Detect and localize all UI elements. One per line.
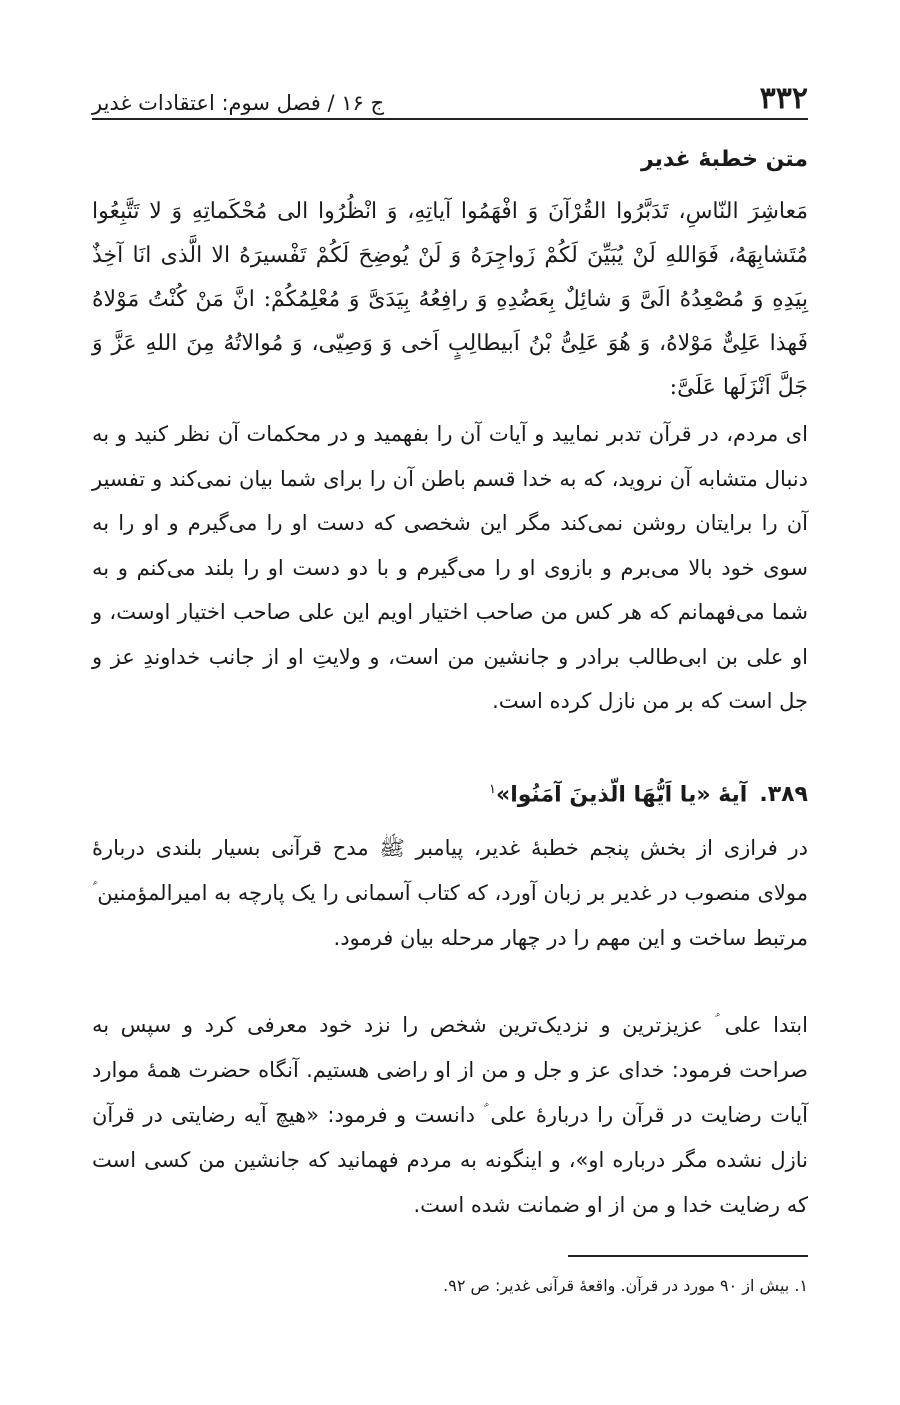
footnote: ۱. بیش از ۹۰ مورد در قرآن. واقعهٔ قرآنی غدیر: ص ۹۲. <box>443 1276 808 1295</box>
verse-title: آیهٔ «یا اَیُّهَا الّذینَ آمَنُوا» <box>495 782 748 808</box>
page-number: ۳۳۲ <box>759 81 808 116</box>
persian-translation-paragraph: ای مردم، در قرآن تدبر نمایید و آیات آن را بفهمید و در محکمات آن نظر کنید و به دنبال متشابه آن نروید، که به خدا قسم باطن آن را برای شما بیان نمی‌کند و تفسیر آن را برایتان روشن نمی‌کند مگر این شخصی که دست او را می‌گیرم و او را به سوی خود بالا می‌برم و بازوی او را می‌گیرم و با دو دست او را بلند می‌کنم و به شما می‌فهمانم که هر کس من صاحب اختیار اویم این علی صاحب اختیار اوست، و او علی بن ابی‌طالب برادر و جانشین من است، و ولایتِ او از جانب خداوندِ عز و جل است که بر من نازل کرده است. <box>92 422 808 713</box>
verse-heading <box>92 782 808 807</box>
section-heading: متن خطبهٔ غدیر <box>640 147 808 172</box>
running-title: ج ۱۶ / فصل سوم: اعتقادات غدیر <box>92 91 385 115</box>
header-divider <box>92 118 808 120</box>
verse-number: ۳۸۹. <box>759 782 808 808</box>
body-paragraph: ابتدا علی ؑ عزیزترین و نزدیک‌ترین شخص را نزد خود معرفی کرد و سپس به صراحت فرمود: خدای عز و جل و من از او راضی هستیم. آنگاه حضرت همهٔ موارد آیات رضایت در قرآن را دربارهٔ علی ؑ دانست و فرمود: «هیچ آیه رضایتی در قرآن نازل نشده مگر درباره او»، و اینگونه به مردم فهمانید که جانشین من کسی است که رضایت خدا و من از او ضمانت شده است. <box>92 1013 808 1217</box>
body-paragraph: در فرازی از بخش پنجم خطبهٔ غدیر، پیامبر ﷺ مدح قرآنی بسیار بلندی دربارهٔ مولای منصوب در غدیر بر زبان آورد، که کتاب آسمانی را یک پارچه به امیرالمؤمنین ؑ مرتبط ساخت و این مهم را در چهار مرحله بیان فرمود. <box>92 836 808 950</box>
footnote-divider <box>568 1255 808 1257</box>
footnote-marker: ۱ <box>489 782 496 797</box>
arabic-sermon-passage: مَعاشِرَ النّاسِ، تَدَبَّرُوا القُرْآنَ وَ افْهَمُوا آیاتِهِ، وَ انْظُرُوا الی مُحْكَماتِهِ وَ لا تَتَّبِعُوا مُتَشابِهَهُ، فَوَاللهِ لَنْ یُبَیِّنَ لَكُمْ زَواجِرَهُ وَ لَنْ یُوضِحَ لَكُمْ تَفْسیرَهُ الا الَّذی انَا آخِذٌ بِیَدِهِ وَ مُصْعِدُهُ الَیَّ وَ شائِلٌ بِعَضُدِهِ وَ رافِعُهُ بِیَدَیَّ وَ مُعْلِمُكُمْ: انَّ مَنْ كُنْتُ مَوْلاهُ فَهذا عَلِیٌّ مَوْلاهُ، وَ هُوَ عَلِیُّ بْنُ اَبیطالِبٍ اَخی وَ وَصِیّی، وَ مُوالاتُهُ مِنَ اللهِ عَزَّ وَ جَلَّ اَنْزَلَها عَلَیَّ: <box>92 199 808 400</box>
page-header <box>92 70 808 114</box>
